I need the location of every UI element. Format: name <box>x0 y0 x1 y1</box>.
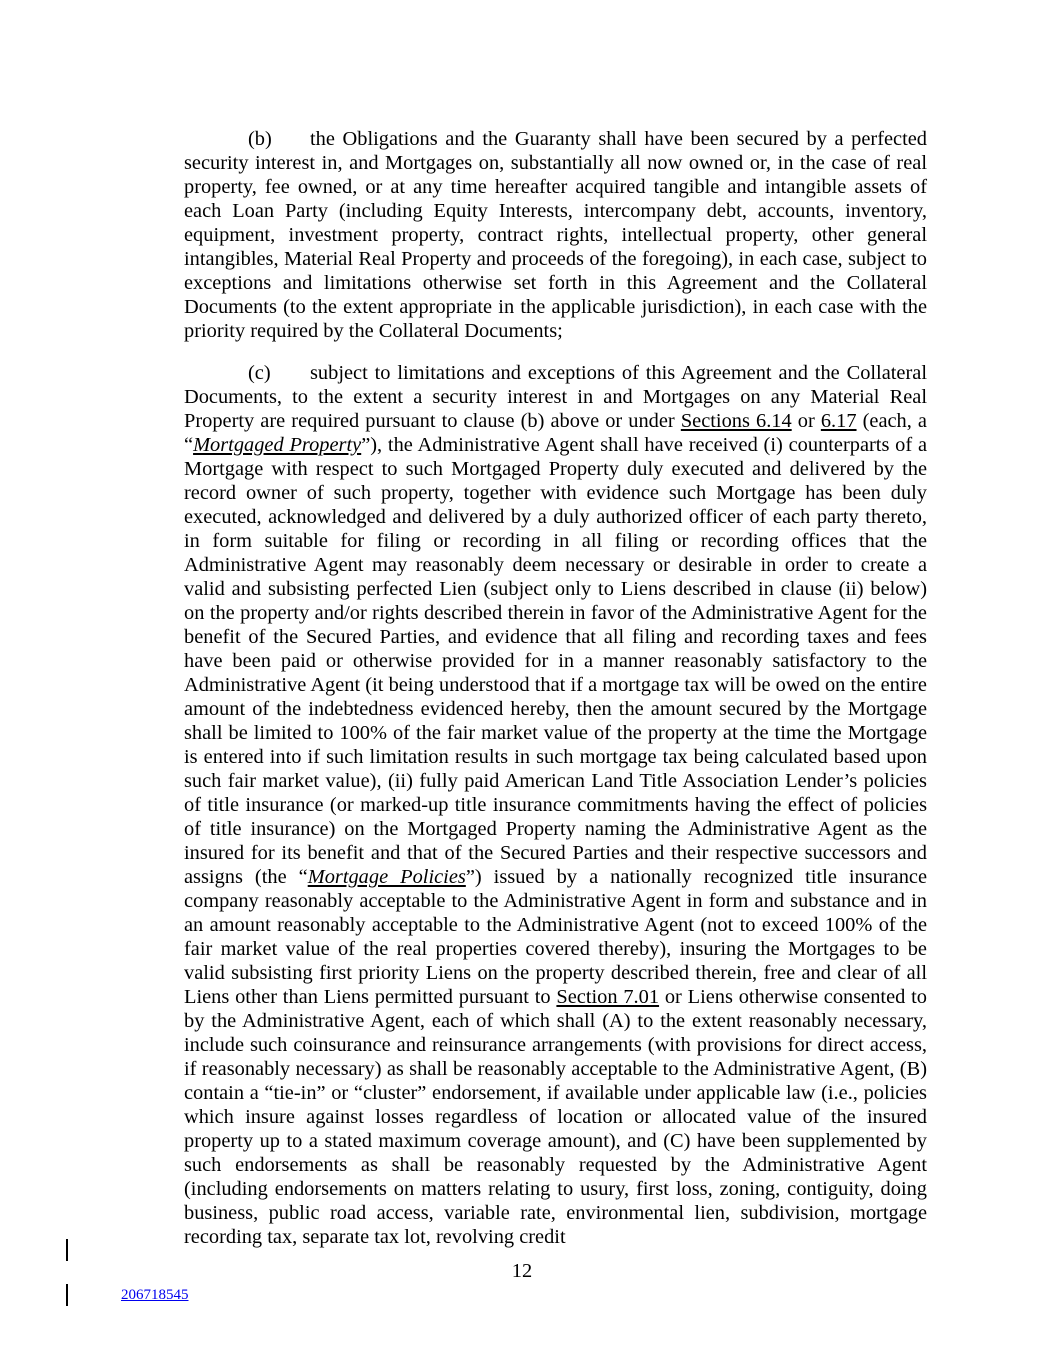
defined-term: Mortgage Policies <box>307 866 466 888</box>
text-run: or Liens otherwise consented to by the Administrative Agent, each of which shall (A) to the extent reasonably necessary, include such coinsurance and reinsurance arrangements (with provisions for direct access, if reasonably necessary) as shall be reasonably acceptable to the Administrative Agent, (B) contain a “tie-in” or “cluster” endorsement, if available under applicable law (i.e., policies which insure against losses regardless of location or allocated value of the insured property up to a stated maximum coverage amount), and (C) have been supplemented by such endorsements as shall be reasonably requested by the Administrative Agent (including endorsements on matters relating to usury, first loss, zoning, contiguity, doing business, public road access, variable rate, environmental lien, subdivision, mortgage recording tax, separate tax lot, revolving credit <box>184 986 927 1248</box>
document-number-link[interactable]: 206718545 <box>121 1287 189 1303</box>
text-run: or <box>791 410 821 432</box>
body-text <box>184 127 927 1249</box>
paragraph-c <box>184 361 927 1249</box>
text-run: ”) issued by a nationally recognized title insurance company reasonably acceptable to the Administrative Agent in form and substance and in an amount reasonably acceptable to the Administrative Agent (not to exceed 100% of the fair market value of the real properties covered thereby), insuring the Mortgages to be valid subsisting first priority Liens on the property described therein, free and clear of all Liens other than Liens permitted pursuant to <box>184 866 928 1008</box>
section-reference: 6.17 <box>820 410 857 432</box>
paragraph-label: (b) <box>248 128 272 150</box>
page-number: 12 <box>511 1260 533 1282</box>
defined-term: Mortgaged Property <box>193 434 362 456</box>
text-run: ”), the Administrative Agent shall have received (i) counterparts of a Mortgage with respect to such Mortgaged Property duly executed and delivered by the record owner of such property, together with evidence such Mortgage has been duly executed, acknowledged and delivered by a duly authorized officer of each party thereto, in form suitable for filing or recording in all filing or recording offices that the Administrative Agent may reasonably deem necessary or desirable in order to create a valid and subsisting perfected Lien (subject only to Liens described in clause (ii) below) on the property and/or rights described therein in favor of the Administrative Agent for the benefit of the Secured Parties, and evidence that all filing and recording taxes and fees have been paid or otherwise provided for in a manner reasonably satisfactory to the Administrative Agent (it being understood that if a mortgage tax will be owed on the entire amount of the indebtedness evidenced hereby, then the amount secured by the Mortgage shall be limited to 100% of the fair market value of the property at the time the Mortgage is entered into if such limitation results in such mortgage tax being calculated based upon such fair market value), (ii) fully paid American Land Title Association Lender’s policies of title insurance (or marked-up title insurance commitments having the effect of policies of title insurance) on the Mortgaged Property naming the Administrative Agent as the insured for its benefit and that of the Secured Parties and their respective successors and assigns (the “ <box>184 434 928 888</box>
change-bar <box>66 1284 68 1306</box>
paragraph-b <box>184 127 927 343</box>
section-reference: Sections 6.14 <box>680 410 792 432</box>
text-run: the Obligations and the Guaranty shall have been secured by a perfected security interest in, and Mortgages on, substantially all now owned or, in the case of real property, fee owned, or at any time hereafter acquired tangible and intangible assets of each Loan Party (including Equity Interests, intercompany debt, accounts, inventory, equipment, investment property, contract rights, intellectual property, other general intangibles, Material Real Property and proceeds of the foregoing), in each case, subject to exceptions and limitations otherwise set forth in this Agreement and the Collateral Documents (to the extent appropriate in the applicable jurisdiction), in each case with the priority required by the Collateral Documents; <box>184 128 927 342</box>
text-run: subject to limitations and exceptions of this Agreement and the Collateral Documents, to the extent a security interest in and Mortgages on any Material Real Property are required pursuant to clause (b) above or under <box>184 362 927 432</box>
section-reference: Section 7.01 <box>556 986 660 1008</box>
change-bar <box>66 1239 68 1261</box>
paragraph-label: (c) <box>248 362 271 384</box>
text-run: (each, a “ <box>184 410 927 456</box>
